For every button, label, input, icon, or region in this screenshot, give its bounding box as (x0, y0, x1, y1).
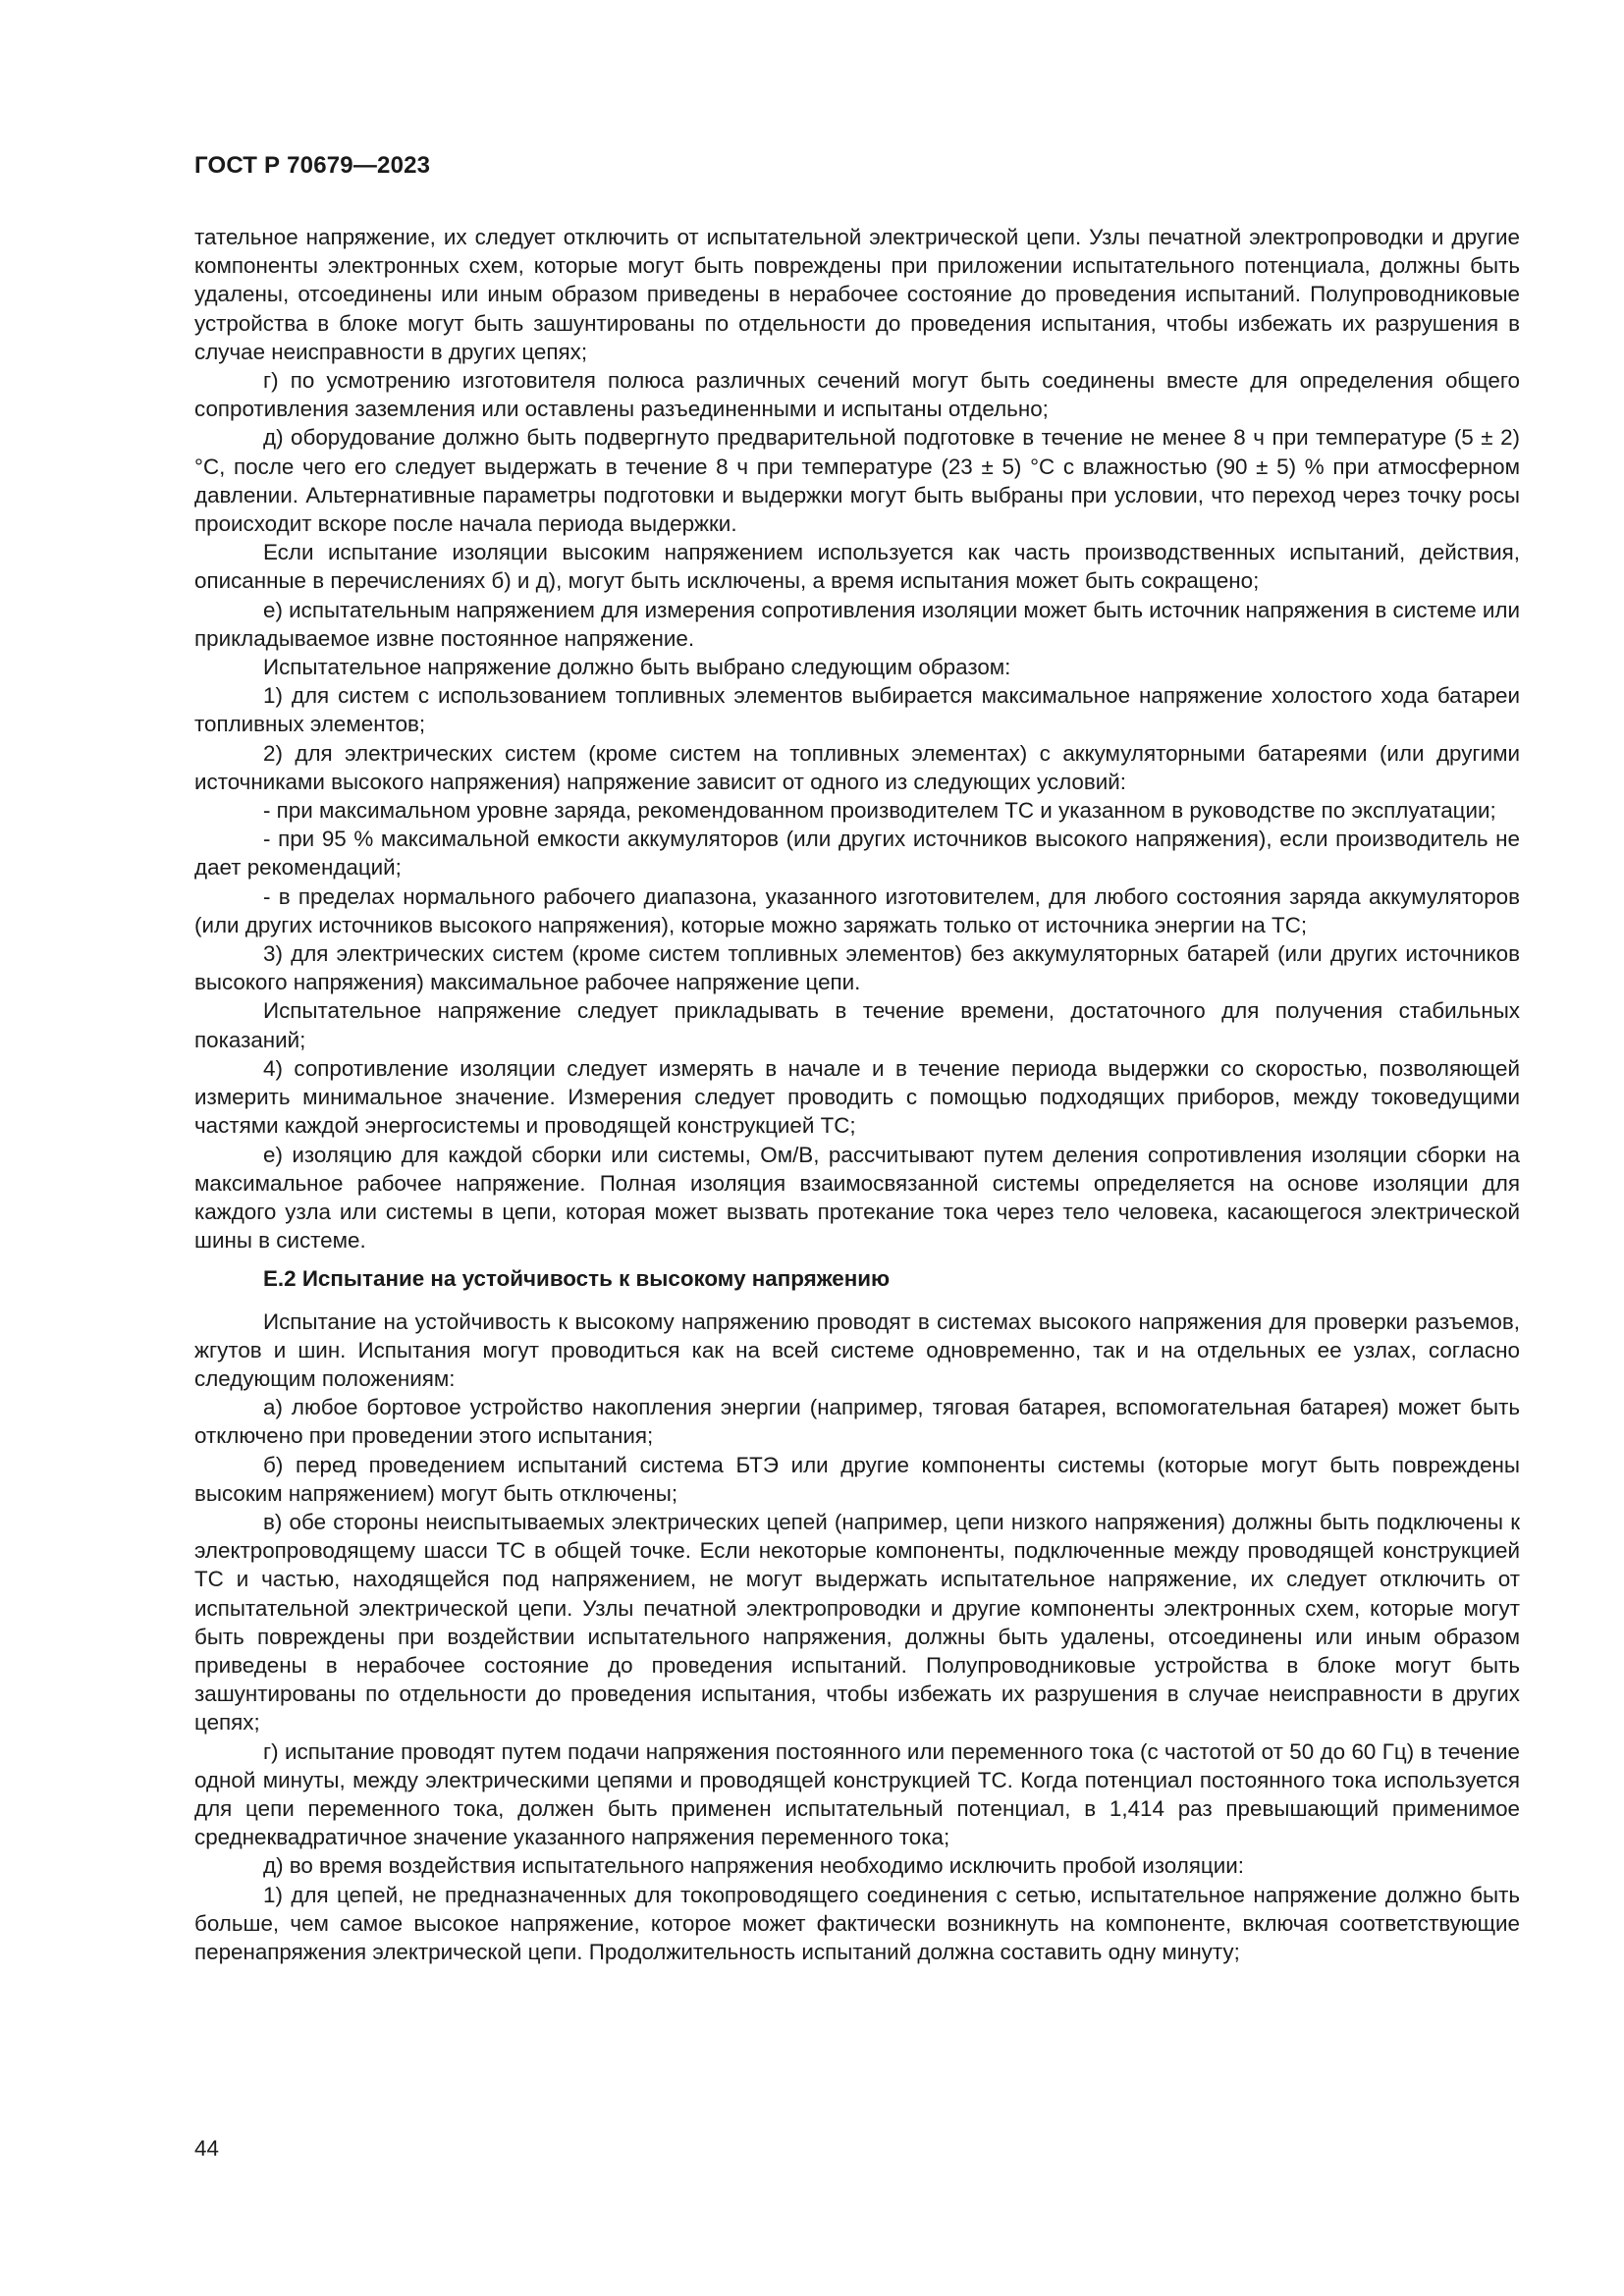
document-body (194, 223, 1520, 1966)
page-number: 44 (194, 2136, 219, 2161)
paragraph: д) оборудование должно быть подвергнуто предварительной подготовке в течение не менее 8 ч при температуре (5 ± 2) °C, после чего его следует выдержать в течение 8 ч при температуре (23 ± 5) °C с влажностью (90 ± 5) % при атмосферном давлении. Альтернативные параметры подготовки и выдержки могут быть выбраны при условии, что переход через точку росы происходит вскоре после начала периода выдержки. (194, 425, 1520, 537)
paragraph: - при максимальном уровне заряда, рекомендованном производителем ТС и указанном в руководстве по эксплуатации; (263, 798, 1496, 824)
paragraph: 4) сопротивление изоляции следует измерять в начале и в течение периода выдержки со скоростью, позволяющей измерить минимальное значение. Измерения следует проводить с помощью подходящих приборов, между токоведущими частями каждой энергосистемы и проводящей конструкцией ТС; (194, 1055, 1520, 1139)
paragraph: Если испытание изоляции высоким напряжением используется как часть производственных испытаний, действия, описанные в перечислениях б) и д), могут быть исключены, а время испытания может быть сокращено; (194, 540, 1520, 594)
paragraph: г) по усмотрению изготовителя полюса различных сечений могут быть соединены вместе для определения общего сопротивления заземления или оставлены разъединенными и испытаны отдельно; (194, 368, 1520, 422)
paragraph: тательное напряжение, их следует отключить от испытательной электрической цепи. Узлы печатной электропроводки и другие компоненты электронных схем, которые могут быть повреждены при приложении испытательного потенциала, должны быть удалены, отсоединены или иным образом приведены в нерабочее состояние до проведения испытаний. Полупроводниковые устройства в блоке могут быть зашунтированы по отдельности до проведения испытания, чтобы избежать их разрушения в случае неисправности в других цепях; (194, 225, 1520, 364)
paragraph: Испытательное напряжение следует прикладывать в течение времени, достаточного для получения стабильных показаний; (194, 998, 1520, 1052)
section-heading: Е.2 Испытание на устойчивость к высокому напряжению (263, 1266, 891, 1292)
paragraph: - в пределах нормального рабочего диапазона, указанного изготовителем, для любого состояния заряда аккумуляторов (или других источников высокого напряжения), которые можно заряжать только от источника энергии на ТС; (194, 883, 1520, 937)
paragraph: а) любое бортовое устройство накопления энергии (например, тяговая батарея, вспомогательная батарея) может быть отключено при проведении этого испытания; (194, 1395, 1520, 1449)
paragraph: е) испытательным напряжением для измерения сопротивления изоляции может быть источник напряжения в системе или прикладываемое извне постоянное напряжение. (194, 597, 1521, 651)
document-header: ГОСТ Р 70679—2023 (194, 152, 431, 179)
paragraph: Испытание на устойчивость к высокому напряжению проводят в системах высокого напряжения для проверки разъемов, жгутов и шин. Испытания могут проводиться как на всей системе одновременно, так и на отдельных ее узлах, согласно следующим положениям: (194, 1308, 1520, 1391)
paragraph: - при 95 % максимальной емкости аккумуляторов (или других источников высокого напряжения), если производитель не дает рекомендаций; (194, 827, 1520, 881)
paragraph: д) во время воздействия испытательного напряжения необходимо исключить пробой изоляции: (263, 1853, 1244, 1879)
paragraph: Испытательное напряжение должно быть выбрано следующим образом: (263, 655, 1011, 680)
paragraph: г) испытание проводят путем подачи напряжения постоянного или переменного тока (с частотой от 50 до 60 Гц) в течение одной минуты, между электрическими цепями и проводящей конструкцией ТС. Когда потенциал постоянного тока используется для цепи переменного тока, должен быть применен испытательный потенциал, в 1,414 раз превышающий применимое среднеквадратичное значение указанного напряжения переменного тока; (194, 1738, 1520, 1850)
paragraph: 3) для электрических систем (кроме систем топливных элементов) без аккумуляторных батарей (или других источников высокого напряжения) максимальное рабочее напряжение цепи. (194, 941, 1520, 995)
paragraph: в) обе стороны неиспытываемых электрических цепей (например, цепи низкого напряжения) должны быть подключены к электропроводящему шасси ТС в общей точке. Если некоторые компоненты, подключенные между проводящей конструкцией ТС и частью, находящейся под напряжением, не могут выдержать испытательное напряжение, их следует отключить от испытательной электрической цепи. Узлы печатной электропроводки и другие компоненты электронных схем, которые могут быть повреждены при воздействии испытательного напряжения, должны быть удалены, отсоединены или иным образом приведены в нерабочее состояние до проведения испытаний. Полупроводниковые устройства в блоке могут быть зашунтированы по отдельности до проведения испытания, чтобы избежать их разрушения в случае неисправности в других цепях; (194, 1509, 1520, 1735)
paragraph: б) перед проведением испытаний система БТЭ или другие компоненты системы (которые могут быть повреждены высоким напряжением) могут быть отключены; (194, 1452, 1520, 1506)
paragraph: е) изоляцию для каждой сборки или системы, Ом/В, рассчитывают путем деления сопротивления изоляции сборки на максимальное рабочее напряжение. Полная изоляция взаимосвязанной системы определяется на основе изоляции для каждого узла или системы в цепи, которая может вызвать протекание тока через тело человека, касающегося электрической шины в системе. (194, 1142, 1520, 1254)
paragraph: 2) для электрических систем (кроме систем на топливных элементах) с аккумуляторными батареями (или другими источниками высокого напряжения) напряжение зависит от одного из следующих условий: (194, 740, 1520, 794)
paragraph: 1) для цепей, не предназначенных для токопроводящего соединения с сетью, испытательное напряжение должно быть больше, чем самое высокое напряжение, которое может фактически возникнуть на компоненте, включая соответствующие перенапряжения электрической цепи. Продолжительность испытаний должна составить одну минуту; (194, 1882, 1520, 1964)
paragraph: 1) для систем с использованием топливных элементов выбирается максимальное напряжение холостого хода батареи топливных элементов; (194, 683, 1520, 737)
